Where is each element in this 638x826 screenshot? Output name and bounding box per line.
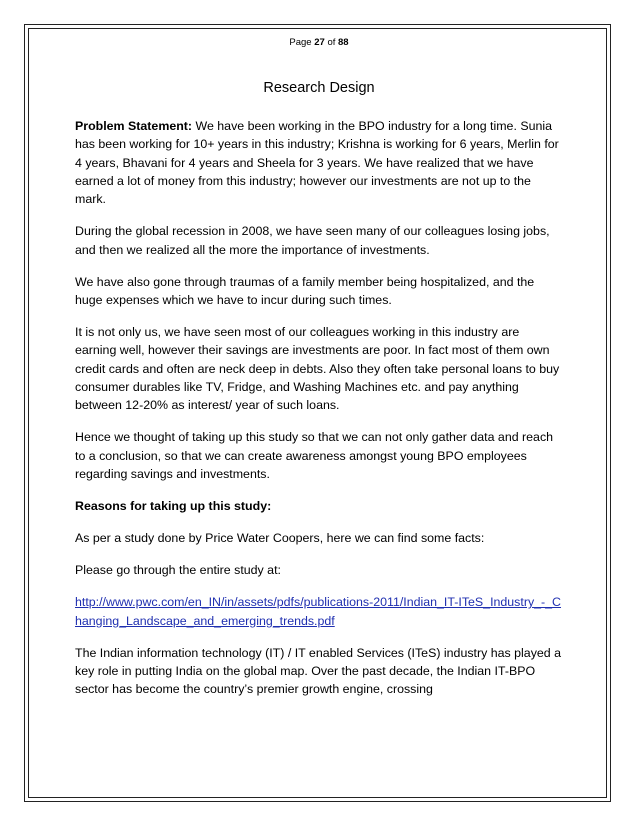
problem-statement-paragraph	[75, 117, 563, 208]
study-intro: As per a study done by Price Water Coopers, here we can find some facts:	[75, 531, 485, 546]
document-body	[75, 117, 563, 712]
page-title: Research Design	[263, 80, 375, 96]
problem-statement-label: Problem Statement:	[75, 119, 193, 133]
paragraph-purpose: Hence we thought of taking up this study so that we can not only gather data and reach to a conclusion, so that we can create awareness amongst young BPO employees regarding savings and investments.	[75, 430, 554, 481]
paragraph-colleagues: It is not only us, we have seen most of our colleagues working in this industry are earning well, however their savings are investments are poor. In fact most of them own credit cards and often are neck deep in debts. Also they often take personal loans to buy consumer durables like TV, Fridge, and Washing Machines etc. and pay anything between 12-20% as interest/ year of such loans.	[75, 325, 560, 413]
closing-paragraph: The Indian information technology (IT) / IT enabled Services (ITeS) industry has played a key role in putting India on the global map. Over the past decade, the Indian IT-BPO sector has become the country’s premier growth engine, crossing	[75, 645, 562, 697]
study-link[interactable]: http://www.pwc.com/en_IN/in/assets/pdfs/publications-2011/Indian_IT-ITeS_Industry_-_Changing_Landscape_and_emerging_trends.pdf	[75, 595, 562, 628]
study-instruction: Please go through the entire study at:	[75, 563, 281, 578]
reasons-heading-text: Reasons for taking up this study:	[75, 499, 272, 514]
reasons-heading	[75, 497, 563, 515]
problem-statement-text: We have been working in the BPO industry for a long time. Sunia has been working for 10+ years in this industry; Krishna is working for 6 years, Merlin for 4 years, Bhavani for 4 years and Sheela for 3 years. We have realized that we have earned a lot of money from this industry; however our investments are not up to the mark.	[75, 119, 559, 207]
page-prefix: Page	[289, 37, 312, 48]
paragraph-recession: During the global recession in 2008, we have seen many of our colleagues losing jobs, and then we realized all the more the importance of investments.	[75, 224, 550, 257]
page-number-header	[0, 37, 638, 49]
page-total: 88	[338, 37, 349, 48]
page-number: 27	[314, 37, 325, 48]
paragraph-hospital: We have also gone through traumas of a family member being hospitalized, and the huge expenses which we have to incur during such times.	[75, 274, 535, 307]
page-of: of	[327, 37, 336, 48]
study-link-paragraph	[75, 593, 563, 630]
